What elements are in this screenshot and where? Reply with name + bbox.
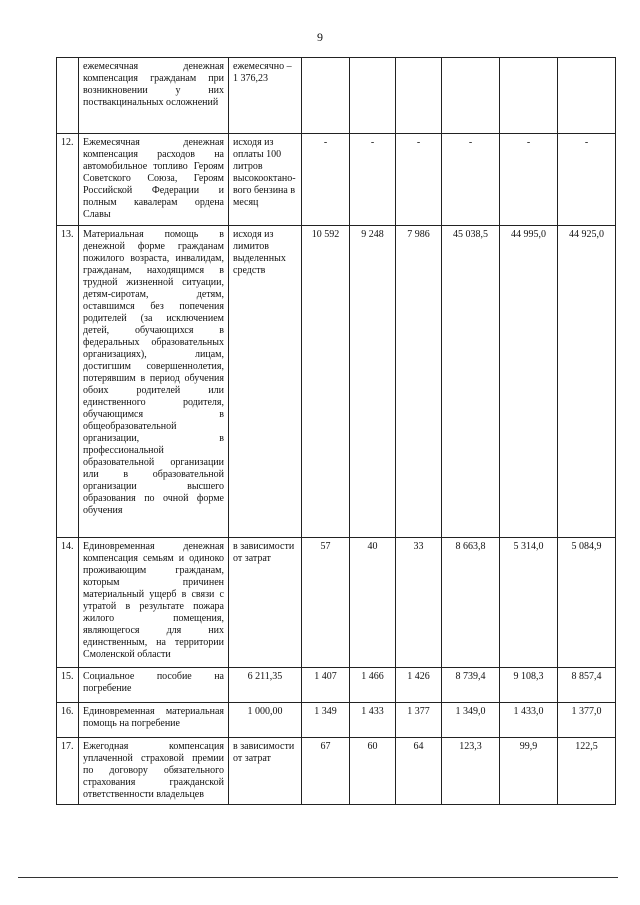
benefit-amount: в зависимости от затрат — [229, 538, 302, 668]
recipients-year-2: 60 — [350, 738, 396, 805]
recipients-year-1: 57 — [302, 538, 350, 668]
recipients-year-3 — [396, 58, 442, 134]
recipients-year-1: 1 349 — [302, 703, 350, 738]
benefit-amount: исходя из оплаты 100 литров высокооктано-вого бензина в месяц — [229, 134, 302, 226]
benefit-name: Ежегодная компенсация уплаченной страховой премии по договору обязательного страхования гражданской ответственности владельцев — [79, 738, 229, 805]
recipients-year-1: 67 — [302, 738, 350, 805]
expenses-year-2 — [500, 58, 558, 134]
expenses-year-1: 45 038,5 — [442, 226, 500, 538]
recipients-year-2: 9 248 — [350, 226, 396, 538]
benefit-amount: исходя из лимитов выделенных средств — [229, 226, 302, 538]
expenses-year-3: 122,5 — [558, 738, 616, 805]
expenses-year-1: 8 739,4 — [442, 668, 500, 703]
table-row — [57, 58, 616, 134]
expenses-year-2: 99,9 — [500, 738, 558, 805]
row-number: 12. — [57, 134, 79, 226]
expenses-year-1: 8 663,8 — [442, 538, 500, 668]
row-number: 16. — [57, 703, 79, 738]
recipients-year-3: 64 — [396, 738, 442, 805]
recipients-year-1: - — [302, 134, 350, 226]
expenses-year-2: - — [500, 134, 558, 226]
expenses-year-2: 1 433,0 — [500, 703, 558, 738]
table-row — [57, 668, 616, 703]
recipients-year-3: 1 377 — [396, 703, 442, 738]
recipients-year-3: 33 — [396, 538, 442, 668]
benefit-amount: ежемесячно – 1 376,23 — [229, 58, 302, 134]
recipients-year-1: 10 592 — [302, 226, 350, 538]
recipients-year-3: 7 986 — [396, 226, 442, 538]
expenses-year-2: 44 995,0 — [500, 226, 558, 538]
table-row — [57, 134, 616, 226]
table-row — [57, 226, 616, 538]
expenses-year-3: 5 084,9 — [558, 538, 616, 668]
page-number: 9 — [317, 30, 323, 44]
row-number — [57, 58, 79, 134]
expenses-year-3: 44 925,0 — [558, 226, 616, 538]
expenses-year-1: 1 349,0 — [442, 703, 500, 738]
table-row — [57, 738, 616, 805]
benefit-name: ежемесячная денежная компенсация гражданам при возникновении у них поствакцинальных осложнений — [79, 58, 229, 134]
table-row — [57, 538, 616, 668]
recipients-year-1: 1 407 — [302, 668, 350, 703]
expenses-year-1: - — [442, 134, 500, 226]
recipients-year-3: - — [396, 134, 442, 226]
benefit-name: Единовременная денежная компенсация семьям и одиноко проживающим гражданам, которым причинен материальный ущерб в связи с утратой в результате пожара жилого помещения, являющегося для них единственным, на территории Смоленской области — [79, 538, 229, 668]
recipients-year-2: 40 — [350, 538, 396, 668]
benefit-name: Материальная помощь в денежной форме гражданам пожилого возраста, инвалидам, гражданам, находящимся в трудной жизненной ситуации, детям-сиротам, детям, оставшимся без попечения родителей (за исключением детей, обучающихся в федеральных образовательных организациях), лицам, достигшим совершеннолетия, потерявшим в период обучения обоих родителей или единственного родителя, обучающимся в общеобразовательной организации, в профессиональной образовательной организации или в образовательной организации высшего образования по очной форме обучения — [79, 226, 229, 538]
row-number: 14. — [57, 538, 79, 668]
expenses-year-1: 123,3 — [442, 738, 500, 805]
benefit-name: Единовременная материальная помощь на погребение — [79, 703, 229, 738]
recipients-year-2: 1 433 — [350, 703, 396, 738]
expenses-year-3: 1 377,0 — [558, 703, 616, 738]
recipients-year-2 — [350, 58, 396, 134]
row-number: 13. — [57, 226, 79, 538]
expenses-year-1 — [442, 58, 500, 134]
benefit-amount: 6 211,35 — [229, 668, 302, 703]
recipients-year-2: 1 466 — [350, 668, 396, 703]
benefit-name: Социальное пособие на погребение — [79, 668, 229, 703]
bottom-divider — [18, 877, 618, 878]
expenses-year-2: 9 108,3 — [500, 668, 558, 703]
benefits-table — [56, 57, 616, 805]
recipients-year-1 — [302, 58, 350, 134]
expenses-year-3: 8 857,4 — [558, 668, 616, 703]
row-number: 15. — [57, 668, 79, 703]
table-row — [57, 703, 616, 738]
recipients-year-3: 1 426 — [396, 668, 442, 703]
expenses-year-3 — [558, 58, 616, 134]
recipients-year-2: - — [350, 134, 396, 226]
row-number: 17. — [57, 738, 79, 805]
expenses-year-3: - — [558, 134, 616, 226]
benefit-amount: в зависимости от затрат — [229, 738, 302, 805]
benefit-name: Ежемесячная денежная компенсация расходов на автомобильное топливо Героям Советского Союза, Героям Российской Федерации и полным кавалерам ордена Славы — [79, 134, 229, 226]
expenses-year-2: 5 314,0 — [500, 538, 558, 668]
benefit-amount: 1 000,00 — [229, 703, 302, 738]
